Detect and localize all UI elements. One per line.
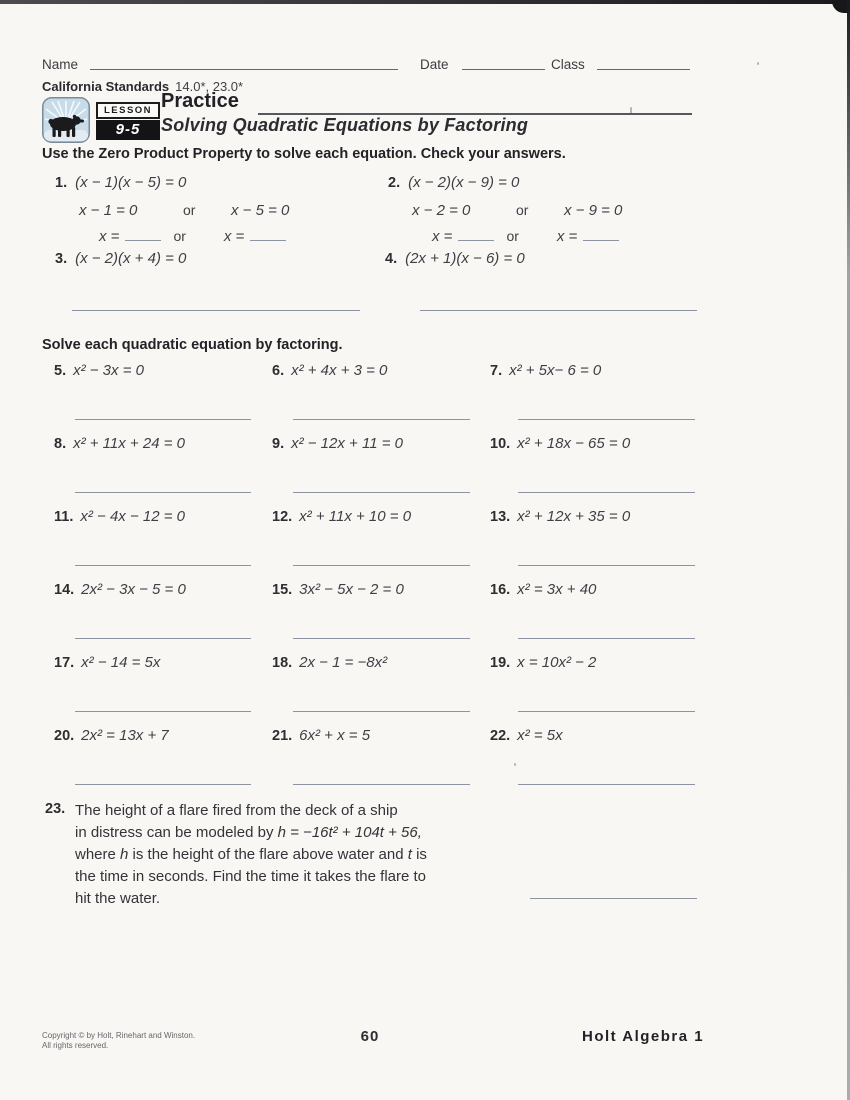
- problem-number: 8.: [54, 436, 67, 452]
- problem-8: [42, 429, 260, 502]
- practice-heading: Practice: [161, 90, 239, 112]
- problem-number: 16.: [490, 582, 511, 598]
- problem-2: [388, 174, 622, 245]
- standards-label: California Standards: [42, 79, 170, 94]
- word-problem-text: is: [411, 846, 427, 863]
- problem-4: [385, 250, 525, 267]
- problem-number: 19.: [490, 655, 511, 671]
- answer-blank: [458, 228, 494, 241]
- problem-equation: x² − 14 = 5x: [81, 654, 161, 671]
- word-problem-line: hit the water.: [75, 890, 161, 907]
- lesson-label: LESSON: [96, 102, 160, 119]
- flare-equation: h = −16t² + 104t + 56,: [277, 824, 422, 841]
- or-word: or: [183, 202, 196, 218]
- step-right: x − 5 = 0: [231, 202, 290, 219]
- scan-speckle: [757, 62, 759, 65]
- step-right: x − 9 = 0: [564, 202, 623, 219]
- problem-18: [260, 648, 478, 721]
- answer-blank: [72, 310, 360, 311]
- problem-equation: x² = 3x + 40: [517, 581, 597, 598]
- page-number: 60: [360, 1028, 380, 1045]
- answer-label: x =: [223, 228, 245, 245]
- word-problem-text: in distress can be modeled by: [75, 824, 278, 841]
- problem-number: 5.: [54, 363, 67, 379]
- class-blank-line: [597, 69, 690, 70]
- name-blank-line: [90, 69, 398, 70]
- answer-blank: [518, 565, 695, 566]
- answer-blank: [75, 492, 251, 493]
- word-problem-line: [75, 822, 535, 844]
- problem-20: [42, 721, 260, 794]
- problem-equation: (x − 2)(x − 9) = 0: [408, 174, 520, 191]
- book-title: Holt Algebra 1: [582, 1028, 705, 1045]
- answer-label: x =: [432, 228, 453, 245]
- problem-number: 17.: [54, 655, 75, 671]
- problem-15: [260, 575, 478, 648]
- problem-number: 9.: [272, 436, 285, 452]
- problem-equation: (x − 2)(x + 4) = 0: [75, 250, 187, 267]
- problem-equation: x² = 5x: [517, 727, 563, 744]
- section2-instruction: Solve each quadratic equation by factoring.: [42, 337, 343, 353]
- class-label: Class: [551, 57, 585, 72]
- problem-number: 21.: [272, 728, 293, 744]
- problem-number: 20.: [54, 728, 75, 744]
- problem-equation: x² − 3x = 0: [73, 362, 144, 379]
- problem-equation: 2x − 1 = −8x²: [299, 654, 388, 671]
- problem-14: [42, 575, 260, 648]
- problems-grid: [42, 356, 712, 794]
- problem-1: [55, 174, 289, 245]
- answer-blank: [583, 228, 619, 241]
- problem-11: [42, 502, 260, 575]
- answer-blank: [75, 711, 251, 712]
- problem-number: 1.: [55, 175, 68, 191]
- answer-blank: [518, 784, 695, 785]
- problem-number: 23.: [45, 801, 66, 817]
- answer-label: x =: [99, 228, 120, 245]
- word-problem-text: is the height of the flare above water and: [128, 846, 408, 863]
- problem-17: [42, 648, 260, 721]
- problem-equation: (x − 1)(x − 5) = 0: [75, 174, 187, 191]
- answer-blank: [530, 898, 697, 899]
- problem-5: [42, 356, 260, 429]
- answer-blank: [250, 228, 286, 241]
- answer-blank: [293, 711, 470, 712]
- worksheet-title: Solving Quadratic Equations by Factoring: [161, 115, 529, 135]
- problem-number: 13.: [490, 509, 511, 525]
- scan-edge-top: [0, 0, 850, 4]
- problem-equation: x² + 11x + 24 = 0: [73, 435, 185, 452]
- or-word: or: [173, 228, 186, 244]
- problem-23: [75, 800, 535, 910]
- answer-blank: [420, 310, 697, 311]
- problem-13: [478, 502, 712, 575]
- answer-blank: [75, 419, 251, 420]
- answer-label: x =: [556, 228, 578, 245]
- name-label: Name: [42, 57, 79, 72]
- answer-blank: [125, 228, 161, 241]
- problem-9: [260, 429, 478, 502]
- copyright-line: Copyright © by Holt, Rinehart and Winston.: [42, 1031, 196, 1040]
- answer-blank: [518, 419, 695, 420]
- problem-equation: 6x² + x = 5: [299, 727, 371, 744]
- or-word: or: [506, 228, 519, 244]
- problem-number: 12.: [272, 509, 293, 525]
- or-word: or: [516, 202, 529, 218]
- answer-blank: [518, 492, 695, 493]
- word-problem-line: the time in seconds. Find the time it takes the flare to: [75, 868, 427, 885]
- answer-blank: [293, 784, 470, 785]
- answer-blank: [518, 638, 695, 639]
- problem-equation: 2x² = 13x + 7: [81, 727, 169, 744]
- problem-number: 14.: [54, 582, 75, 598]
- problem-equation: (2x + 1)(x − 6) = 0: [405, 250, 525, 267]
- section1-instruction: Use the Zero Product Property to solve each equation. Check your answers.: [42, 146, 566, 162]
- problem-equation: x² + 5x− 6 = 0: [509, 362, 602, 379]
- word-problem-text: where: [75, 846, 121, 863]
- problem-21: [260, 721, 478, 794]
- date-label: Date: [420, 57, 449, 72]
- california-bear-icon: [42, 97, 90, 143]
- date-blank-line: [462, 69, 545, 70]
- problem-number: 11.: [54, 509, 74, 525]
- problem-number: 18.: [272, 655, 293, 671]
- problem-number: 3.: [55, 251, 68, 267]
- problem-equation: x² + 11x + 10 = 0: [299, 508, 412, 525]
- problem-number: 15.: [272, 582, 293, 598]
- problem-equation: x² − 4x − 12 = 0: [80, 508, 186, 525]
- problem-number: 4.: [385, 251, 398, 267]
- answer-blank: [518, 711, 695, 712]
- problem-equation: 2x² − 3x − 5 = 0: [81, 581, 186, 598]
- answer-blank: [75, 565, 251, 566]
- word-problem-line: [75, 844, 535, 866]
- standards-codes: 14.0*, 23.0*: [175, 79, 244, 94]
- answer-blank: [75, 638, 251, 639]
- answer-blank: [75, 784, 251, 785]
- answer-blank: [293, 492, 470, 493]
- problem-equation: x = 10x² − 2: [517, 654, 597, 671]
- problem-equation: x² + 18x − 65 = 0: [517, 435, 631, 452]
- problem-10: [478, 429, 712, 502]
- problem-6: [260, 356, 478, 429]
- problem-number: 7.: [490, 363, 503, 379]
- copyright-notice: [42, 1031, 195, 1050]
- variable-h: h: [120, 846, 129, 863]
- lesson-badge: [96, 102, 160, 140]
- lesson-number: 9-5: [96, 120, 160, 140]
- problem-number: 10.: [490, 436, 511, 452]
- problem-7: [478, 356, 712, 429]
- copyright-line: All rights reserved.: [42, 1040, 109, 1050]
- variable-t: t: [407, 846, 412, 863]
- problem-12: [260, 502, 478, 575]
- step-left: x − 2 = 0: [412, 202, 471, 219]
- answer-blank: [293, 419, 470, 420]
- problem-equation: x² − 12x + 11 = 0: [291, 435, 403, 452]
- problem-equation: x² + 4x + 3 = 0: [291, 362, 388, 379]
- step-left: x − 1 = 0: [79, 202, 138, 219]
- problem-16: [478, 575, 712, 648]
- word-problem-line: The height of a flare fired from the deck of a ship: [75, 802, 398, 819]
- problem-number: 6.: [272, 363, 285, 379]
- problem-number: 22.: [490, 728, 511, 744]
- problem-equation: 3x² − 5x − 2 = 0: [299, 581, 404, 598]
- problem-3: [55, 250, 186, 267]
- problem-equation: x² + 12x + 35 = 0: [517, 508, 631, 525]
- answer-blank: [293, 638, 470, 639]
- problem-22: [478, 721, 712, 794]
- problem-19: [478, 648, 712, 721]
- problem-number: 2.: [388, 175, 401, 191]
- answer-blank: [293, 565, 470, 566]
